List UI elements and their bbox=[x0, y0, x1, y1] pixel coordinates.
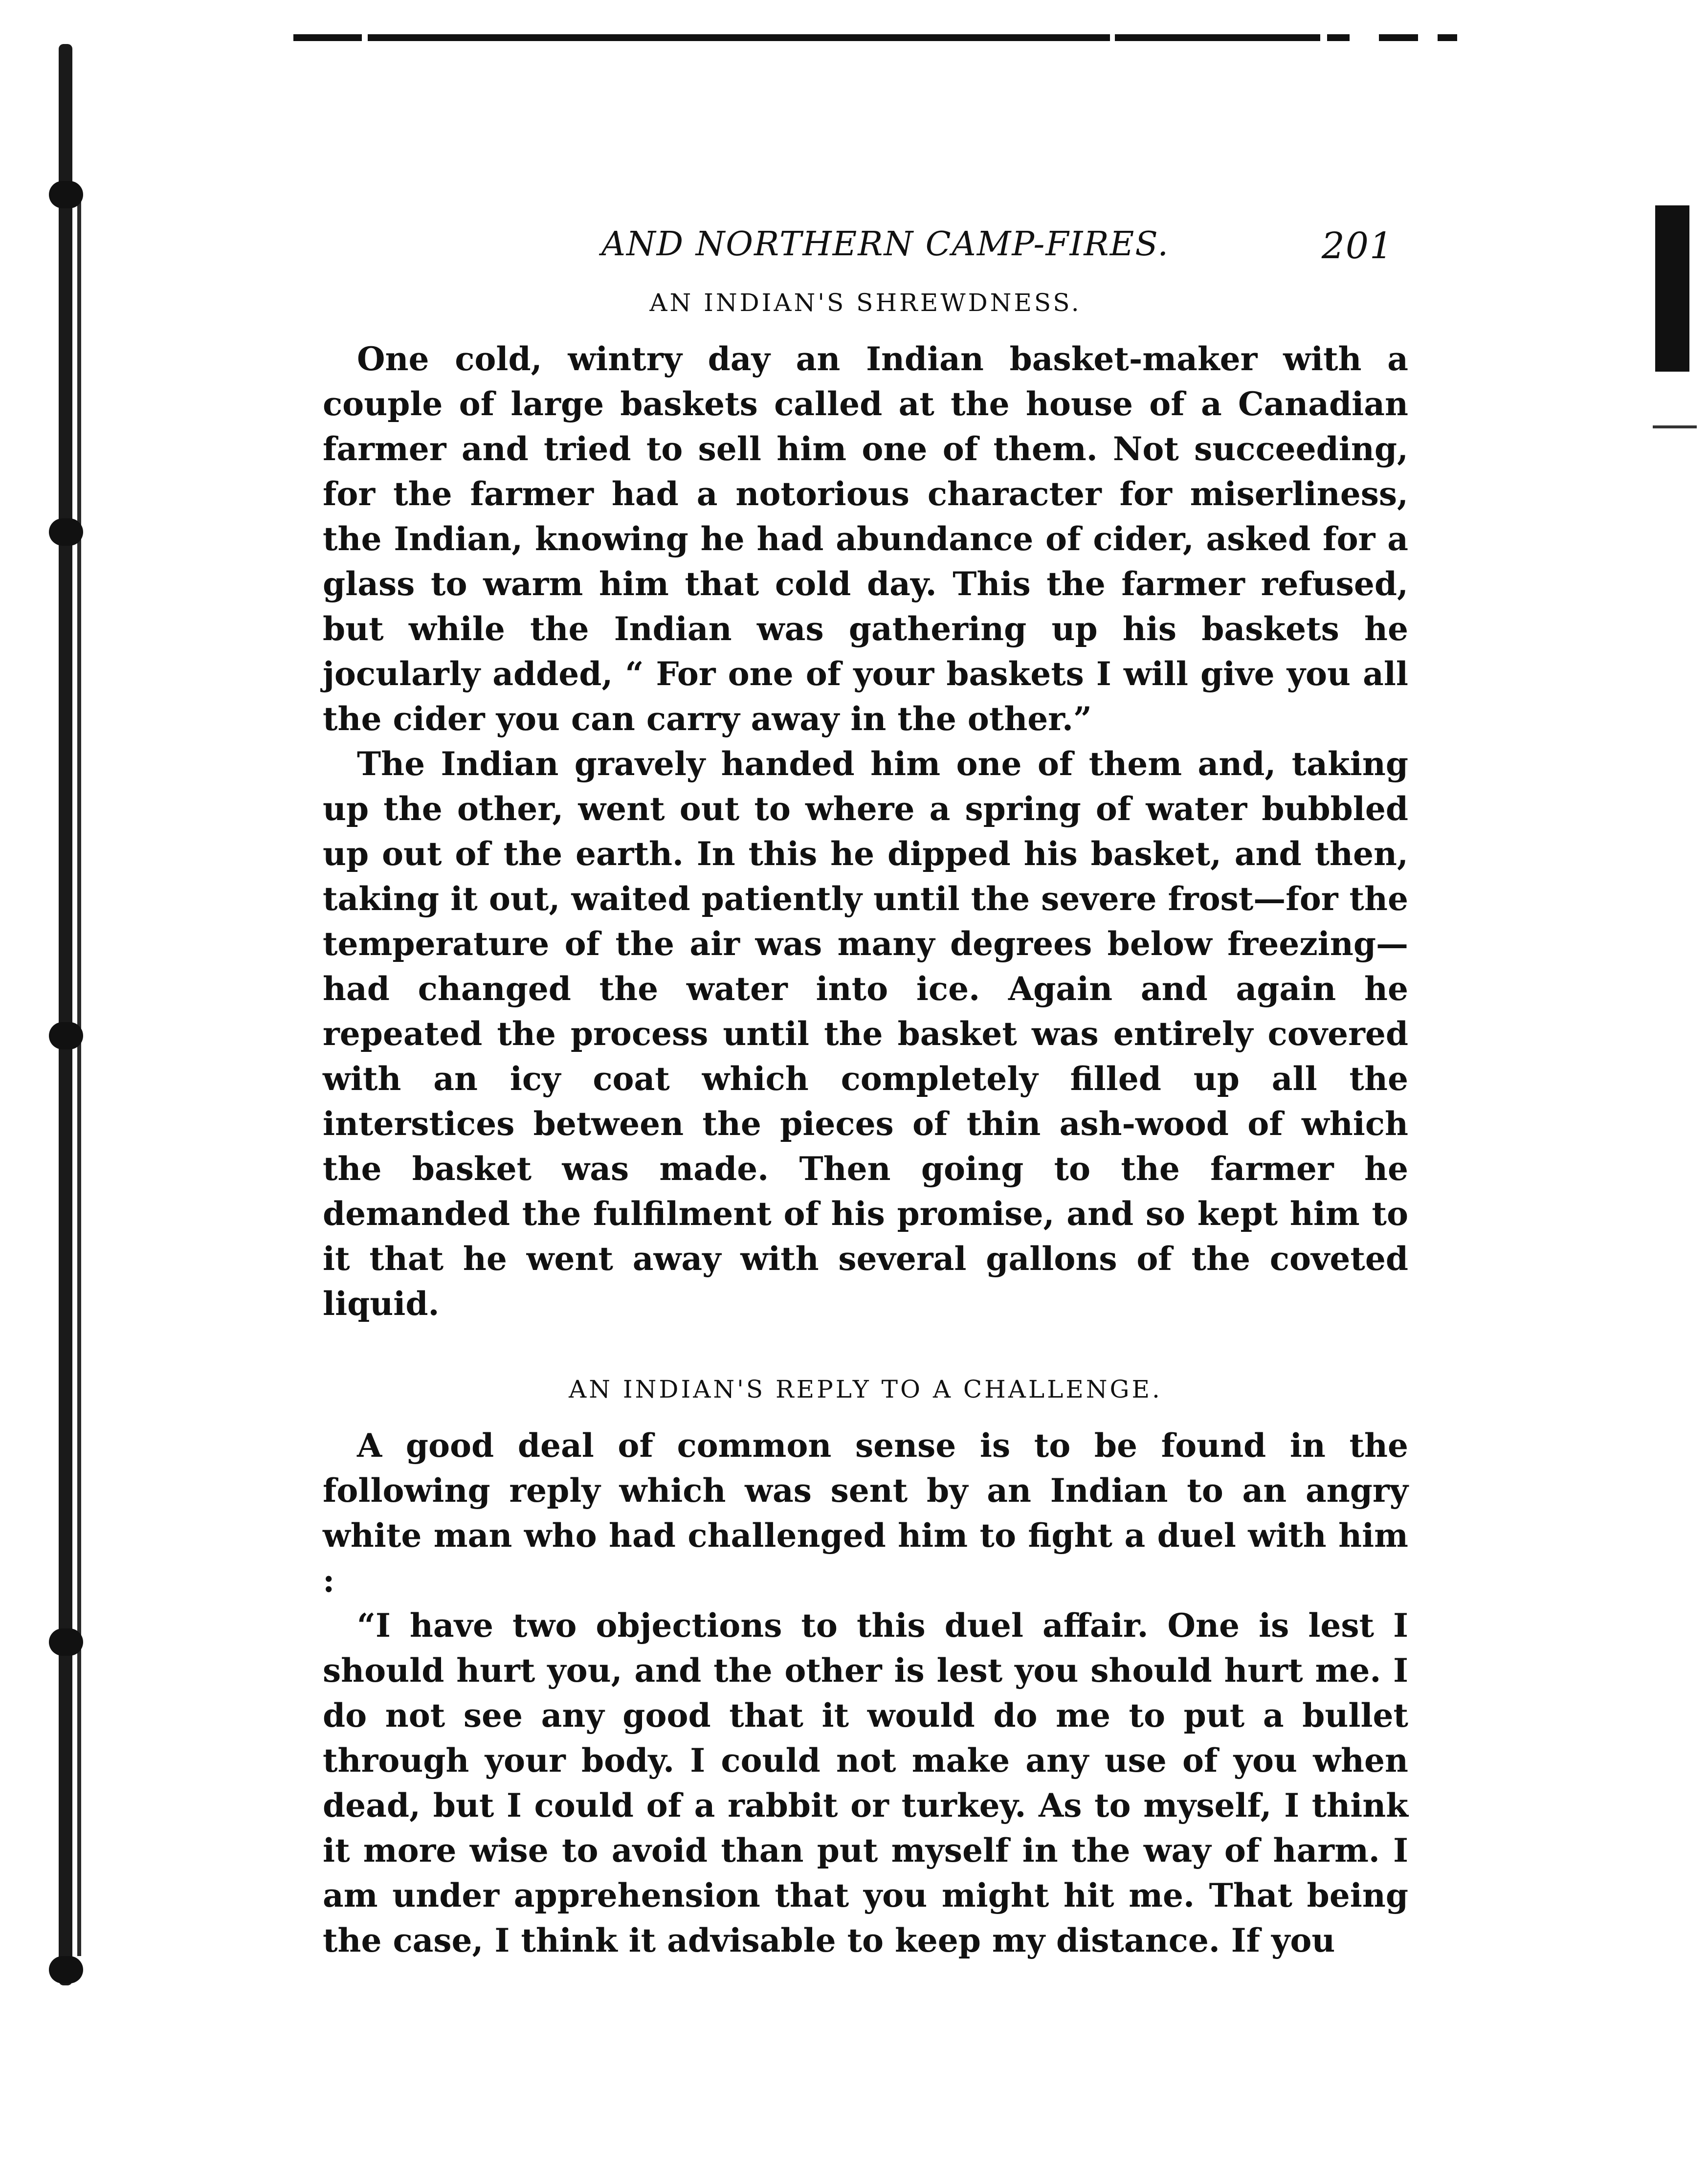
rule-gap bbox=[1418, 31, 1438, 44]
binding-knot bbox=[49, 1956, 83, 1983]
edge-dash bbox=[1653, 425, 1697, 428]
running-title: AND NORTHERN CAMP-FIRES. bbox=[601, 225, 1170, 264]
binding-knot bbox=[49, 1628, 83, 1656]
section-challenge bbox=[323, 1375, 1408, 1963]
section-heading: AN INDIAN'S SHREWDNESS. bbox=[649, 289, 1082, 317]
binding-knot bbox=[49, 518, 83, 546]
section-shrewdness bbox=[323, 289, 1408, 1326]
binding-knot bbox=[49, 181, 83, 208]
binding-string bbox=[59, 44, 72, 1985]
section-heading: AN INDIAN'S REPLY TO A CHALLENGE. bbox=[569, 1375, 1162, 1403]
section-spacer bbox=[323, 1326, 1408, 1356]
rule-gap bbox=[1110, 31, 1115, 44]
running-head bbox=[323, 215, 1408, 269]
binding-knot bbox=[49, 1022, 83, 1049]
page-content bbox=[323, 215, 1408, 1963]
paragraph: The Indian gravely handed him one of them and, taking up the other, went out to where a spring of water bubbled up out of the earth. In this he dipped his basket, and then, taking it out, waited patiently until the severe frost—for the temperature of the air was many degrees below freezing—had changed the water into ice. Again and again he repeated the process until the basket was entirely covered with an icy coat which completely filled up all the interstices between the pieces of thin ash-wood of which the basket was made. Then going to the farmer he demanded the fulfilment of his promise, and so kept him to it that he went away with several gallons of the coveted liquid. bbox=[323, 745, 1408, 1323]
top-rule bbox=[293, 34, 1457, 41]
edge-tab bbox=[1655, 205, 1689, 372]
paragraph: “I have two objections to this duel affair. One is lest I should hurt you, and the other is lest you should hurt me. I do not see any good that it would do me to put a bullet through your body. I could not make any use of you when dead, but I could of a rabbit or turkey. As to myself, I think it more wise to avoid than put myself in the way of harm. I am under apprehension that you might hit me. That being the case, I think it advisable to keep my distance. If you bbox=[323, 1606, 1408, 1959]
rule-gap bbox=[362, 31, 368, 44]
rule-gap bbox=[1320, 31, 1327, 44]
binding-string-thin bbox=[77, 196, 81, 1956]
rule-gap bbox=[1350, 31, 1379, 44]
paragraph: A good deal of common sense is to be found in the following reply which was sent by an Indian to an angry white man who had challenged him to fight a duel with him : bbox=[323, 1426, 1408, 1600]
paragraph: One cold, wintry day an Indian basket-maker with a couple of large baskets called at the house of a Canadian farmer and tried to sell him one of them. Not succeeding, for the farmer had a notorious character for miserliness, the Indian, knowing he had abundance of cider, asked for a glass to warm him that cold day. This the farmer refused, but while the Indian was gathering up his baskets he jocularly added, “ For one of your baskets I will give you all the cider you can carry away in the other.” bbox=[323, 340, 1408, 738]
page-number: 201 bbox=[1321, 225, 1394, 267]
